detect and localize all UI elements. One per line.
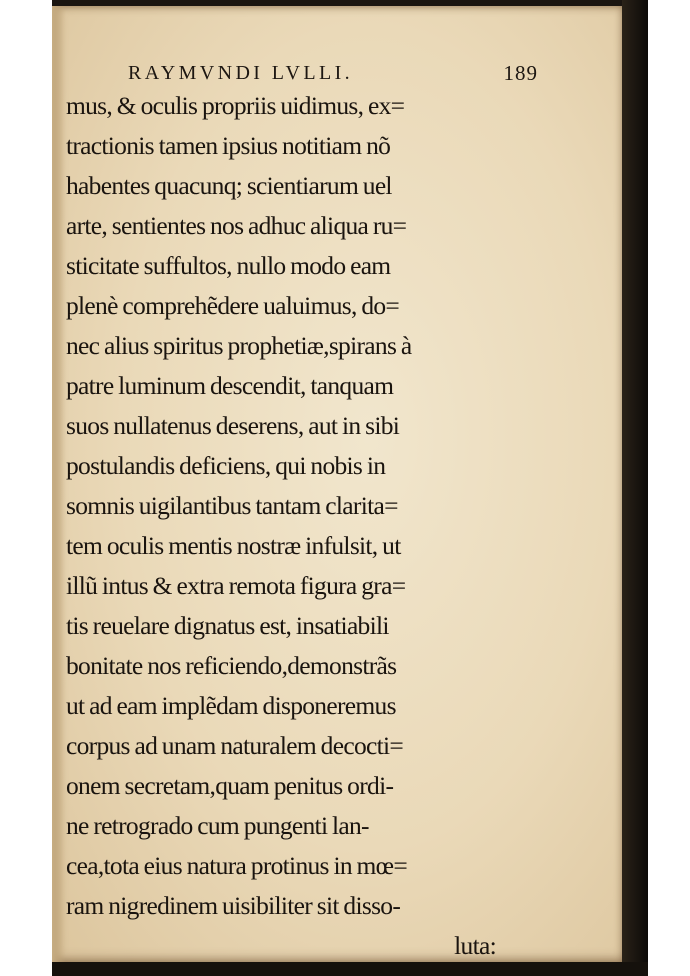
text-line: corpus ad unam naturalem decocti= bbox=[66, 731, 404, 760]
text-line: cea,tota eius natura protinus in mœ= bbox=[66, 851, 408, 880]
text-line: tem oculis mentis nostræ infulsit, ut bbox=[66, 531, 401, 560]
text-line: suos nullatenus deserens, aut in sibi bbox=[66, 411, 400, 440]
page-number: 189 bbox=[503, 61, 538, 85]
text-line: patre luminum descendit, tanquam bbox=[66, 371, 394, 400]
text-line: tis reuelare dignatus est, insatiabili bbox=[66, 611, 389, 640]
running-head bbox=[128, 58, 538, 88]
text-line: ram nigredinem uisibiliter sit disso- bbox=[66, 891, 401, 920]
text-line: illũ intus & extra remota figura gra= bbox=[66, 571, 406, 600]
text-line: mus, & oculis propriis uidimus, ex= bbox=[66, 91, 405, 120]
text-line: habentes quacunq; scientiarum uel bbox=[66, 171, 392, 200]
scan-shadow-right bbox=[622, 0, 648, 976]
page-gutter-edge bbox=[52, 6, 66, 964]
text-line: plenè comprehẽdere ualuimus, do= bbox=[66, 291, 400, 320]
text-line: somnis uigilantibus tantam clarita= bbox=[66, 491, 398, 520]
body-text bbox=[66, 86, 496, 966]
text-line-catchword: luta: bbox=[454, 931, 496, 960]
text-line: tractionis tamen ipsius notitiam nõ bbox=[66, 131, 391, 160]
text-line: ne retrogrado cum pungenti lan- bbox=[66, 811, 369, 840]
text-line: ut ad eam implẽdam disponeremus bbox=[66, 691, 396, 720]
text-line: nec alius spiritus prophetiæ,spirans à bbox=[66, 331, 412, 360]
text-line: sticitate suffultos, nullo modo eam bbox=[66, 251, 391, 280]
running-title: RAYMVNDI LVLLI. bbox=[128, 62, 354, 84]
text-line: bonitate nos reficiendo,demonstrãs bbox=[66, 651, 397, 680]
text-line: onem secretam,quam penitus ordi- bbox=[66, 771, 394, 800]
text-line: postulandis deficiens, qui nobis in bbox=[66, 451, 386, 480]
text-line: arte, sentientes nos adhuc aliqua ru= bbox=[66, 211, 407, 240]
